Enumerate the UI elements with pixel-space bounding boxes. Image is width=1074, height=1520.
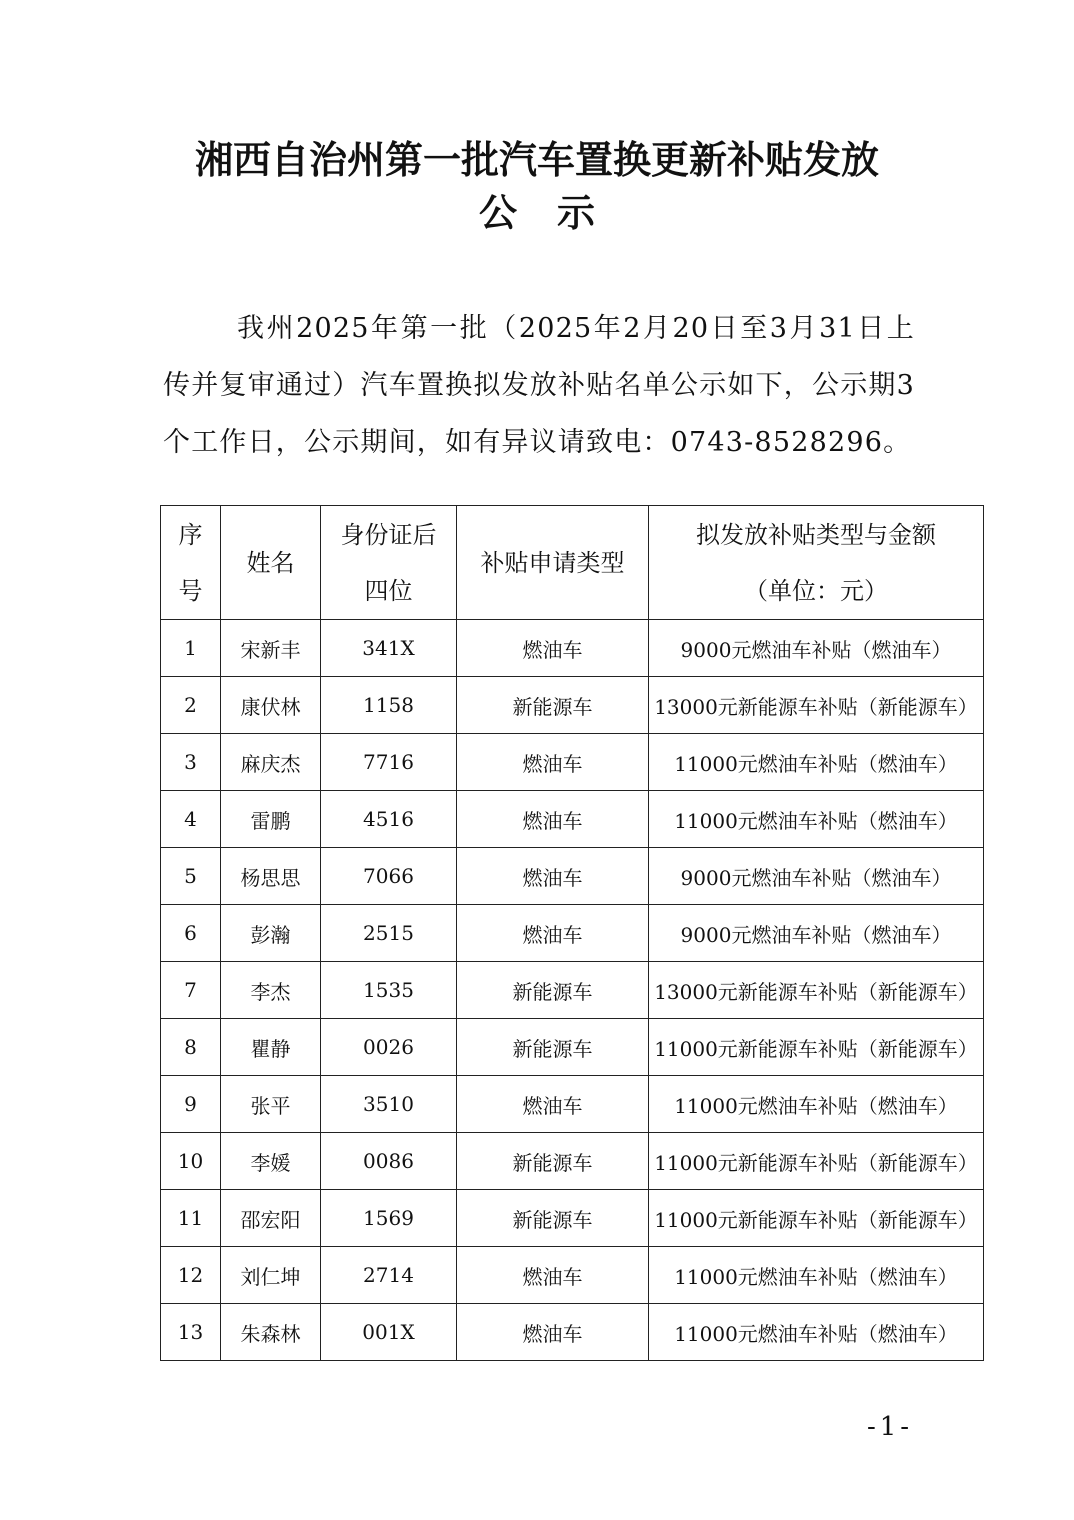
cell-seq: 9 — [161, 1076, 221, 1133]
table-row — [161, 1304, 984, 1361]
cell-seq: 2 — [161, 677, 221, 734]
table-row — [161, 1019, 984, 1076]
cell-id-last4: 7066 — [321, 848, 457, 905]
cell-id-last4: 7716 — [321, 734, 457, 791]
cell-seq: 1 — [161, 620, 221, 677]
cell-seq: 4 — [161, 791, 221, 848]
cell-amount: 13000元新能源车补贴（新能源车） — [649, 962, 984, 1019]
cell-id-last4: 0026 — [321, 1019, 457, 1076]
table-row — [161, 1076, 984, 1133]
table-row — [161, 791, 984, 848]
cell-id-last4: 4516 — [321, 791, 457, 848]
header-seq — [161, 506, 221, 620]
cell-amount: 11000元新能源车补贴（新能源车） — [649, 1190, 984, 1247]
cell-apply-type: 燃油车 — [457, 1076, 649, 1133]
cell-seq: 8 — [161, 1019, 221, 1076]
cell-id-last4: 341X — [321, 620, 457, 677]
cell-id-last4: 3510 — [321, 1076, 457, 1133]
cell-id-last4: 0086 — [321, 1133, 457, 1190]
header-name: 姓名 — [221, 506, 321, 620]
cell-id-last4: 001X — [321, 1304, 457, 1361]
table-row — [161, 734, 984, 791]
header-amount-line1: 拟发放补贴类型与金额 — [696, 520, 936, 549]
table-row — [161, 677, 984, 734]
table-row — [161, 848, 984, 905]
cell-name: 邵宏阳 — [221, 1190, 321, 1247]
cell-amount: 11000元燃油车补贴（燃油车） — [649, 1304, 984, 1361]
cell-amount: 11000元新能源车补贴（新能源车） — [649, 1019, 984, 1076]
cell-apply-type: 新能源车 — [457, 677, 649, 734]
cell-apply-type: 新能源车 — [457, 1133, 649, 1190]
cell-amount: 13000元新能源车补贴（新能源车） — [649, 677, 984, 734]
cell-name: 李杰 — [221, 962, 321, 1019]
table-row — [161, 962, 984, 1019]
cell-amount: 11000元燃油车补贴（燃油车） — [649, 1076, 984, 1133]
cell-amount: 11000元燃油车补贴（燃油车） — [649, 791, 984, 848]
header-id-label: 身份证后四位 — [340, 520, 437, 605]
cell-name: 杨思思 — [221, 848, 321, 905]
cell-name: 麻庆杰 — [221, 734, 321, 791]
header-apply-type: 补贴申请类型 — [457, 506, 649, 620]
cell-amount: 9000元燃油车补贴（燃油车） — [649, 848, 984, 905]
cell-seq: 7 — [161, 962, 221, 1019]
cell-amount: 9000元燃油车补贴（燃油车） — [649, 905, 984, 962]
cell-seq: 3 — [161, 734, 221, 791]
table-row — [161, 1247, 984, 1304]
page-number: -1- — [866, 1412, 914, 1442]
cell-apply-type: 新能源车 — [457, 1019, 649, 1076]
cell-seq: 5 — [161, 848, 221, 905]
cell-apply-type: 燃油车 — [457, 905, 649, 962]
cell-seq: 6 — [161, 905, 221, 962]
cell-apply-type: 燃油车 — [457, 620, 649, 677]
cell-name: 宋新丰 — [221, 620, 321, 677]
cell-name: 刘仁坤 — [221, 1247, 321, 1304]
table-row — [161, 905, 984, 962]
table-header-row — [161, 506, 984, 620]
cell-seq: 13 — [161, 1304, 221, 1361]
cell-name: 瞿静 — [221, 1019, 321, 1076]
cell-amount: 11000元新能源车补贴（新能源车） — [649, 1133, 984, 1190]
header-amount — [649, 506, 984, 620]
cell-amount: 9000元燃油车补贴（燃油车） — [649, 620, 984, 677]
cell-id-last4: 1535 — [321, 962, 457, 1019]
table-row — [161, 620, 984, 677]
cell-name: 康伏林 — [221, 677, 321, 734]
cell-apply-type: 燃油车 — [457, 848, 649, 905]
table-row — [161, 1133, 984, 1190]
cell-name: 彭瀚 — [221, 905, 321, 962]
table-row — [161, 1190, 984, 1247]
document-title: 湘西自治州第一批汽车置换更新补贴发放 — [194, 137, 879, 182]
cell-id-last4: 1158 — [321, 677, 457, 734]
cell-amount: 11000元燃油车补贴（燃油车） — [649, 734, 984, 791]
subsidy-table — [160, 505, 984, 1361]
cell-apply-type: 燃油车 — [457, 1247, 649, 1304]
cell-name: 李媛 — [221, 1133, 321, 1190]
cell-amount: 11000元燃油车补贴（燃油车） — [649, 1247, 984, 1304]
cell-apply-type: 新能源车 — [457, 962, 649, 1019]
cell-name: 雷鹏 — [221, 791, 321, 848]
header-amount-line2: （单位：元） — [744, 576, 888, 605]
cell-name: 朱森林 — [221, 1304, 321, 1361]
cell-apply-type: 燃油车 — [457, 791, 649, 848]
cell-apply-type: 燃油车 — [457, 1304, 649, 1361]
cell-seq: 11 — [161, 1190, 221, 1247]
cell-apply-type: 燃油车 — [457, 734, 649, 791]
cell-seq: 10 — [161, 1133, 221, 1190]
cell-seq: 12 — [161, 1247, 221, 1304]
notice-text: 我州2025年第一批（2025年2月20日至3月31日上传并复审通过）汽车置换拟发放补贴名单公示如下，公示期3个工作日，公示期间，如有异议请致电：0743-8528296。 — [163, 313, 915, 458]
header-id — [321, 506, 457, 620]
cell-apply-type: 新能源车 — [457, 1190, 649, 1247]
cell-id-last4: 1569 — [321, 1190, 457, 1247]
header-seq-label: 序号 — [178, 520, 203, 605]
cell-id-last4: 2714 — [321, 1247, 457, 1304]
cell-id-last4: 2515 — [321, 905, 457, 962]
document-subtitle: 公示 — [478, 190, 635, 235]
cell-name: 张平 — [221, 1076, 321, 1133]
notice-paragraph — [163, 300, 915, 471]
